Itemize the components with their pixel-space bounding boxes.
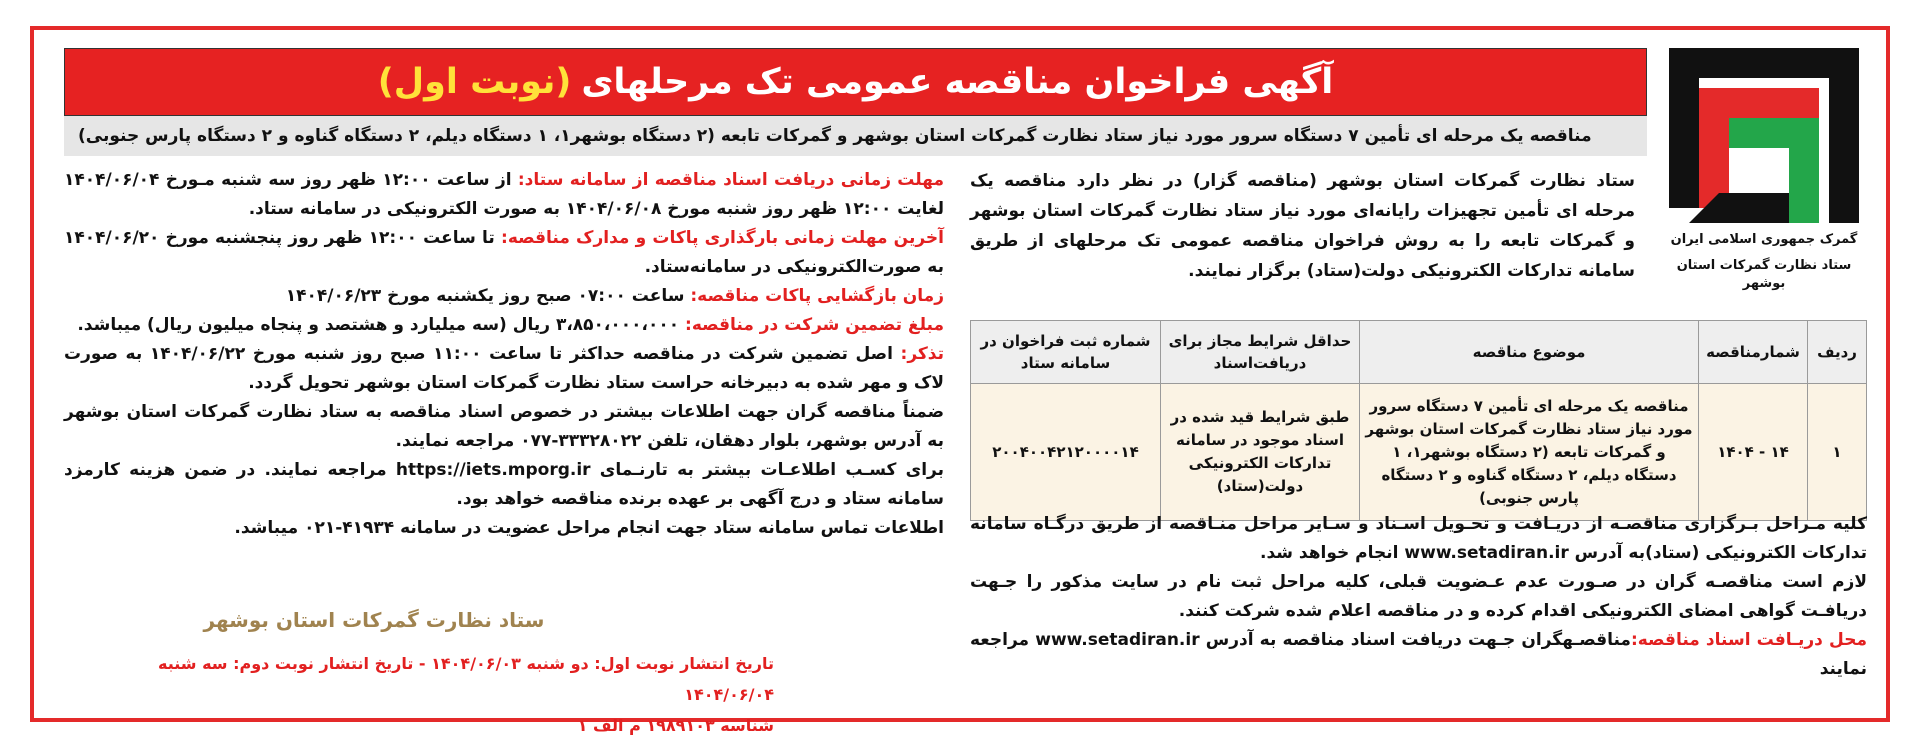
cell-registration: ۲۰۰۴۰۰۴۲۱۲۰۰۰۰۱۴	[971, 384, 1161, 521]
process-paragraph: کلیه مـراحل بـرگزاری مناقصـه از دریـافت و تحـویل اسـناد و سـایر مراحل منـاقصه از طریق درگـاه سامانه تدارکات الکترونیکی (ستاد)به آدرس www.setadiran.ir انجام خواهد شد.	[970, 514, 1867, 563]
ad-subtitle: مناقصه یک مرحله ای تأمین ۷ دستگاه سرور مورد نیاز ستاد نظارت گمرکات استان بوشهر و گمرکات تابعه (۲ دستگاه بوشهر۱، ۱ دستگاه دیلم، ۲ دستگاه گناوه و ۲ دستگاه پارس جنوبی)	[64, 116, 1647, 156]
info-paragraph: ضمناً مناقصه گران جهت اطلاعات بیشتر در خصوص اسناد مناقصه به ستاد نظارت گمرکات استان بوشهر به آدرس بوشهر، بلوار دهقان، تلفن ۳۳۳۲۸۰۲۲-۰۷۷ مراجعه نمایند.	[64, 402, 944, 451]
documents-location	[970, 626, 1867, 684]
contact-paragraph: اطلاعات تماس سامانه ستاد جهت انجام مراحل عضویت در سامانه ۴۱۹۳۴-۰۲۱ میباشد.	[234, 518, 944, 538]
table-row	[971, 384, 1867, 521]
documents-location-text: مناقصـهگران جـهت دریافت اسناد مناقصه به آدرس www.setadiran.ir مراجعه نمایند	[970, 630, 1867, 679]
ad-content	[44, 38, 1876, 735]
note-text: اصل تضمین شرکت در مناقصه حداکثر تا ساعت ۱۱:۰۰ صبح روز شنبه مورخ ۱۴۰۴/۰۶/۲۲ به صورت لاک و مهر شده به دبیرخانه حراست ستاد نظارت گمرکات استان بوشهر تحویل گردد.	[64, 344, 944, 393]
table-header-row	[971, 321, 1867, 384]
website-paragraph: برای کسـب اطلاعـات بیشتر به تارنـمای https://iets.mporg.ir مراجعه نمایند. در ضمن هزینه کارمزد سامانه ستاد و درج آگهی بر عهده برنده مناقصه خواهد بود.	[64, 460, 944, 509]
publication-dates: تاریخ انتشار نوبت اول: دو شنبه ۱۴۰۴/۰۶/۰۳ - تاریخ انتشار نوبت دوم: سه شنبه ۱۴۰۴/۰۶/۰۴	[158, 654, 774, 704]
process-info	[970, 510, 1867, 684]
ad-title: آگهی فراخوان مناقصه عمومی تک مرحلهای	[581, 62, 1334, 102]
ad-title-highlight: (نوبت اول)	[377, 62, 572, 102]
guarantee-paragraph	[64, 311, 944, 340]
th-registration: شماره ثبت فراخوان در سامانه ستاد	[971, 321, 1161, 384]
cell-row: ۱	[1808, 384, 1867, 521]
th-min-conditions: حداقل شرایط مجاز برای دریافت‌اسناد	[1161, 321, 1360, 384]
cell-min-conditions: طبق شرایط قید شده در اسناد موجود در سامانه تدارکات الکترونیکی دولت(ستاد)	[1161, 384, 1360, 521]
note-paragraph	[64, 340, 944, 398]
opening-paragraph	[64, 282, 944, 311]
opening-text: ساعت ۰۷:۰۰ صبح روز یکشنبه مورخ ۱۴۰۴/۰۶/۲۳	[285, 286, 691, 306]
upload-text: تا ساعت ۱۲:۰۰ ظهر روز پنجشنبه مورخ ۱۴۰۴/۰۶/۲۰ به صورت‌الکترونیکی در سامانه‌ستاد.	[64, 228, 944, 277]
ad-title-bar	[64, 48, 1647, 116]
upload-label: آخرین مهلت زمانی بارگذاری پاکات و مدارک مناقصه:	[501, 228, 945, 248]
customs-logo	[1661, 48, 1867, 318]
cell-number: ۱۴ - ۱۴۰۴	[1699, 384, 1808, 521]
schedule-info	[64, 166, 944, 543]
tender-table	[970, 320, 1867, 521]
intro-paragraph: ستاد نظارت گمرکات استان بوشهر (مناقصه گزار) در نظر دارد مناقصه یک مرحله ای تأمین تجهیزات رایانه‌ای مورد نیاز ستاد نظارت گمرکات استان بوشهر و گمرکات تابعه را به روش فراخوان مناقصه عمومی تک مرحلهای از طریق سامانه تدارکات الکترونیکی دولت(ستاد) برگزار نمایند.	[970, 171, 1635, 281]
guarantee-text: ۳،۸۵۰،۰۰۰،۰۰۰ ریال (سه میلیارد و هشتصد و پنجاه میلیون ریال) میباشد.	[77, 315, 686, 335]
registration-paragraph: لازم است مناقصـه گران در صـورت عدم عـضویت قبلی، کلیه مراحل ثبت نام در سایت مذکور را جـهت دریافـت گواهی امضای الکترونیکی اقدام کرده و در مناقصه اعلام شده شرکت کنند.	[970, 572, 1867, 621]
deadline-text: از ساعت ۱۲:۰۰ ظهر روز سه شنبه مـورخ ۱۴۰۴/۰۶/۰۴ لغایت ۱۲:۰۰ ظهر روز شنبه مورخ ۱۴۰۴/۰۶/۰۸ به صورت الکترونیکی در سامانه ستاد.	[64, 170, 944, 219]
upload-paragraph	[64, 224, 944, 282]
signature: ستاد نظارت گمرکات استان بوشهر	[203, 608, 545, 632]
publication-id: شناسه ۱۹۸۹۱۰۳ م الف ۱	[577, 716, 774, 735]
cell-subject: مناقصه یک مرحله ای تأمین ۷ دستگاه سرور مورد نیاز ستاد نظارت گمرکات استان بوشهر و گمرکات تابعه (۲ دستگاه بوشهر۱، ۱ دستگاه دیلم، ۲ دستگاه گناوه و ۲ دستگاه پارس جنوبی)	[1360, 384, 1699, 521]
logo-text-2: ستاد نظارت گمرکات استان بوشهر	[1676, 258, 1852, 291]
guarantee-label: مبلغ تضمین شرکت در مناقصه:	[685, 315, 944, 335]
deadline-paragraph	[64, 166, 944, 224]
th-subject: موضوع مناقصه	[1360, 321, 1699, 384]
deadline-label: مهلت زمانی دریافت اسناد مناقصه از سامانه ستاد:	[517, 170, 944, 190]
logo-text-1: گمرک جمهوری اسلامی ایران	[1670, 232, 1858, 247]
publication-info	[64, 648, 774, 741]
opening-label: زمان بازگشایی پاکات مناقصه:	[690, 286, 944, 306]
th-number: شمارمناقصه	[1699, 321, 1808, 384]
customs-emblem-icon	[1669, 48, 1859, 223]
note-label: تذکر:	[900, 344, 944, 364]
th-row: ردیف	[1808, 321, 1867, 384]
ad-frame	[30, 26, 1890, 735]
documents-location-label: محل دریـافت اسناد مناقصه:	[1630, 630, 1867, 650]
